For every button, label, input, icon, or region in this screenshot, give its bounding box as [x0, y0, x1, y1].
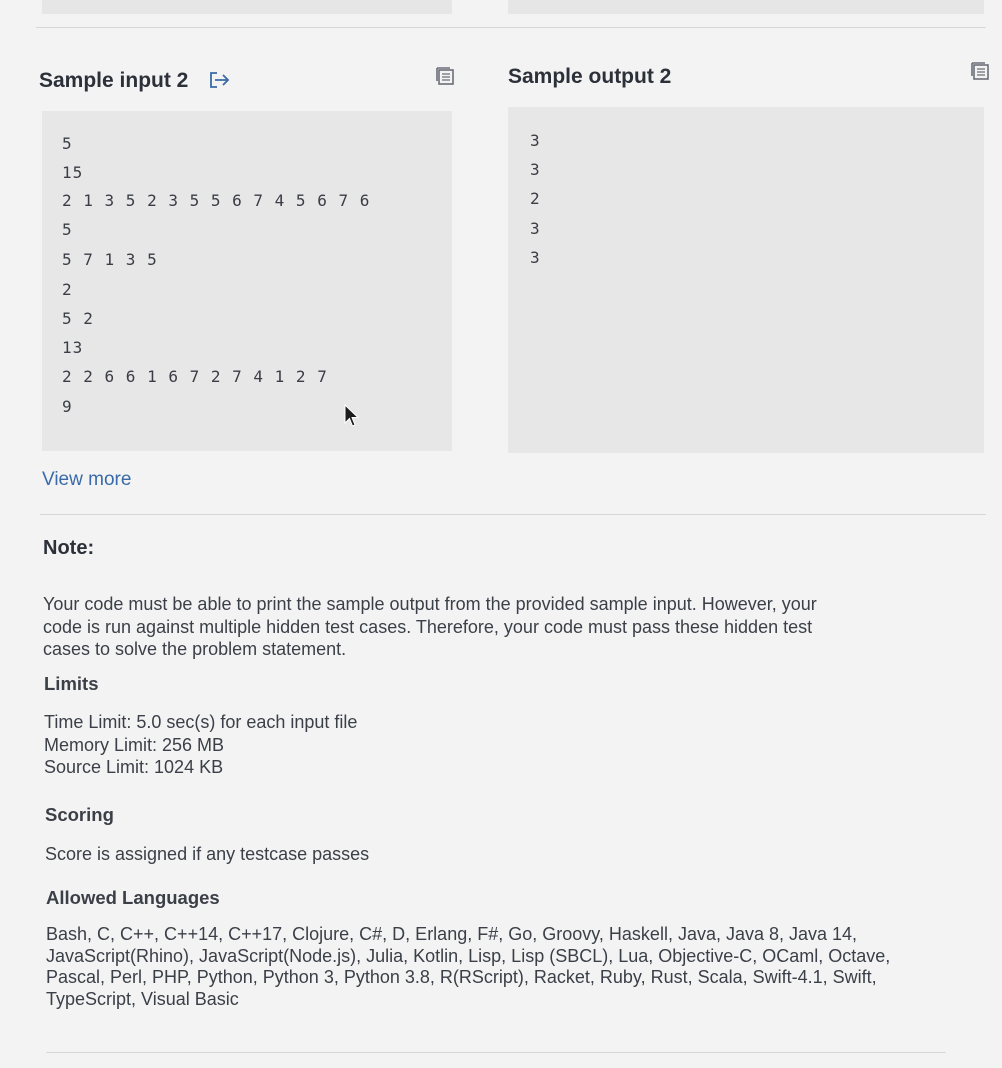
note-text-line: Your code must be able to print the sample output from the provided sample input. However, your	[43, 594, 817, 614]
input-line: 5	[62, 134, 73, 153]
note-text-line: cases to solve the problem statement.	[43, 639, 347, 659]
output-line: 3	[530, 219, 541, 238]
languages-line: TypeScript, Visual Basic	[46, 988, 239, 1009]
input-line: 5 7 1 3 5	[62, 250, 158, 269]
note-text-line: code is run against multiple hidden test cases. Therefore, your code must pass these hidden test	[43, 616, 813, 637]
scoring-text: Score is assigned if any testcase passes	[45, 844, 370, 864]
previous-box-bottom-right	[508, 0, 984, 14]
input-line: 5	[62, 220, 73, 239]
languages-title: Allowed Languages	[46, 887, 220, 908]
input-line: 9	[62, 397, 73, 416]
top-divider	[36, 27, 986, 28]
languages-line: Bash, C, C++, C++14, C++17, Clojure, C#, D, Erlang, F#, Go, Groovy, Haskell, Java, Java 8, Java 14,	[46, 924, 858, 944]
scoring-title: Scoring	[45, 804, 114, 825]
input-line: 5 2	[62, 309, 94, 328]
copy-input-icon[interactable]	[435, 66, 455, 86]
note-title: Note:	[43, 537, 95, 559]
limits-list	[44, 711, 357, 779]
output-line: 3	[530, 248, 541, 267]
input-line: 2 2 6 6 1 6 7 2 7 4 1 2 7	[62, 367, 328, 386]
previous-box-bottom	[42, 0, 452, 14]
languages-line: Pascal, Perl, PHP, Python, Python 3, Python 3.8, R(RScript), Racket, Ruby, Rust, Scala, Swift-4.1, Swift,	[46, 967, 877, 987]
copy-output-icon[interactable]	[970, 61, 990, 81]
sample-output-title: Sample output 2	[508, 65, 672, 88]
note-text	[43, 593, 817, 661]
memory-limit: Memory Limit: 256 MB	[44, 734, 225, 755]
section-divider	[40, 514, 986, 515]
output-line: 2	[530, 189, 541, 208]
input-line: 2 1 3 5 2 3 5 5 6 7 4 5 6 7 6	[62, 191, 371, 210]
mouse-cursor-icon	[344, 404, 360, 428]
languages-line: JavaScript(Rhino), JavaScript(Node.js), Julia, Kotlin, Lisp, Lisp (SBCL), Lua, Objective-C, OCaml, Octave,	[46, 945, 891, 966]
view-more-link[interactable]: View more	[42, 469, 132, 490]
source-limit: Source Limit: 1024 KB	[44, 757, 224, 777]
output-line: 3	[530, 131, 541, 150]
input-line: 2	[62, 280, 73, 299]
sample-input-title: Sample input 2	[39, 69, 189, 92]
limits-title: Limits	[44, 673, 99, 694]
open-external-icon[interactable]	[209, 71, 231, 89]
input-line: 13	[62, 338, 84, 357]
input-line: 15	[62, 163, 84, 182]
time-limit: Time Limit: 5.0 sec(s) for each input file	[44, 712, 358, 732]
sample-output-box	[508, 107, 984, 453]
sample-input-box	[42, 111, 452, 451]
output-line: 3	[530, 160, 541, 179]
bottom-divider	[46, 1052, 946, 1053]
languages-list	[46, 924, 890, 1010]
